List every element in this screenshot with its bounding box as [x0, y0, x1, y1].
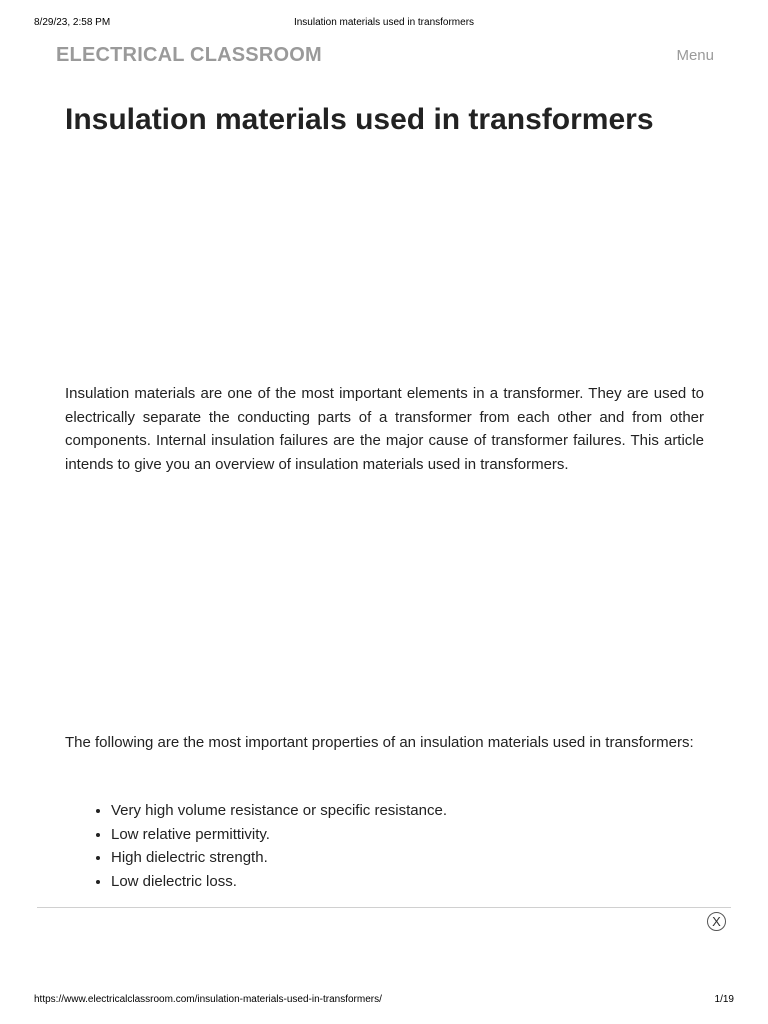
properties-intro-paragraph: The following are the most important properties of an insulation materials used in transformers: [65, 734, 694, 751]
ad-divider [37, 907, 731, 908]
menu-button[interactable]: Menu [676, 47, 714, 64]
print-doc-title: Insulation materials used in transformers [293, 17, 475, 28]
site-header [56, 42, 714, 72]
list-item: • Low relative permittivity. [111, 823, 750, 847]
ad-space-middle [65, 490, 704, 710]
list-item: • Low dielectric loss. [111, 870, 750, 894]
ad-close-button[interactable]: X [707, 912, 726, 931]
properties-list [65, 799, 750, 893]
page-title: Insulation materials used in transformers [65, 103, 654, 136]
list-item: • High dielectric strength. [111, 846, 750, 870]
print-url: https://www.electricalclassroom.com/insulation-materials-used-in-transformers/ [34, 994, 382, 1005]
intro-paragraph: Insulation materials are one of the most important elements in a transformer. They are used to electrically separate the conducting parts of a transformer from each other and from other components. Internal insulation failures are the major cause of transformer failures. This article intends to give you an overview of insulation materials used in transformers. [65, 385, 704, 473]
print-date: 8/29/23, 2:58 PM [34, 17, 111, 28]
print-footer [34, 994, 734, 1008]
list-item: • Very high volume resistance or specific resistance. [111, 799, 750, 823]
ad-space-top [65, 160, 704, 365]
site-logo[interactable]: ELECTRICAL CLASSROOM [56, 44, 322, 66]
print-page-number: 1/19 [714, 994, 734, 1005]
print-header [34, 17, 734, 31]
